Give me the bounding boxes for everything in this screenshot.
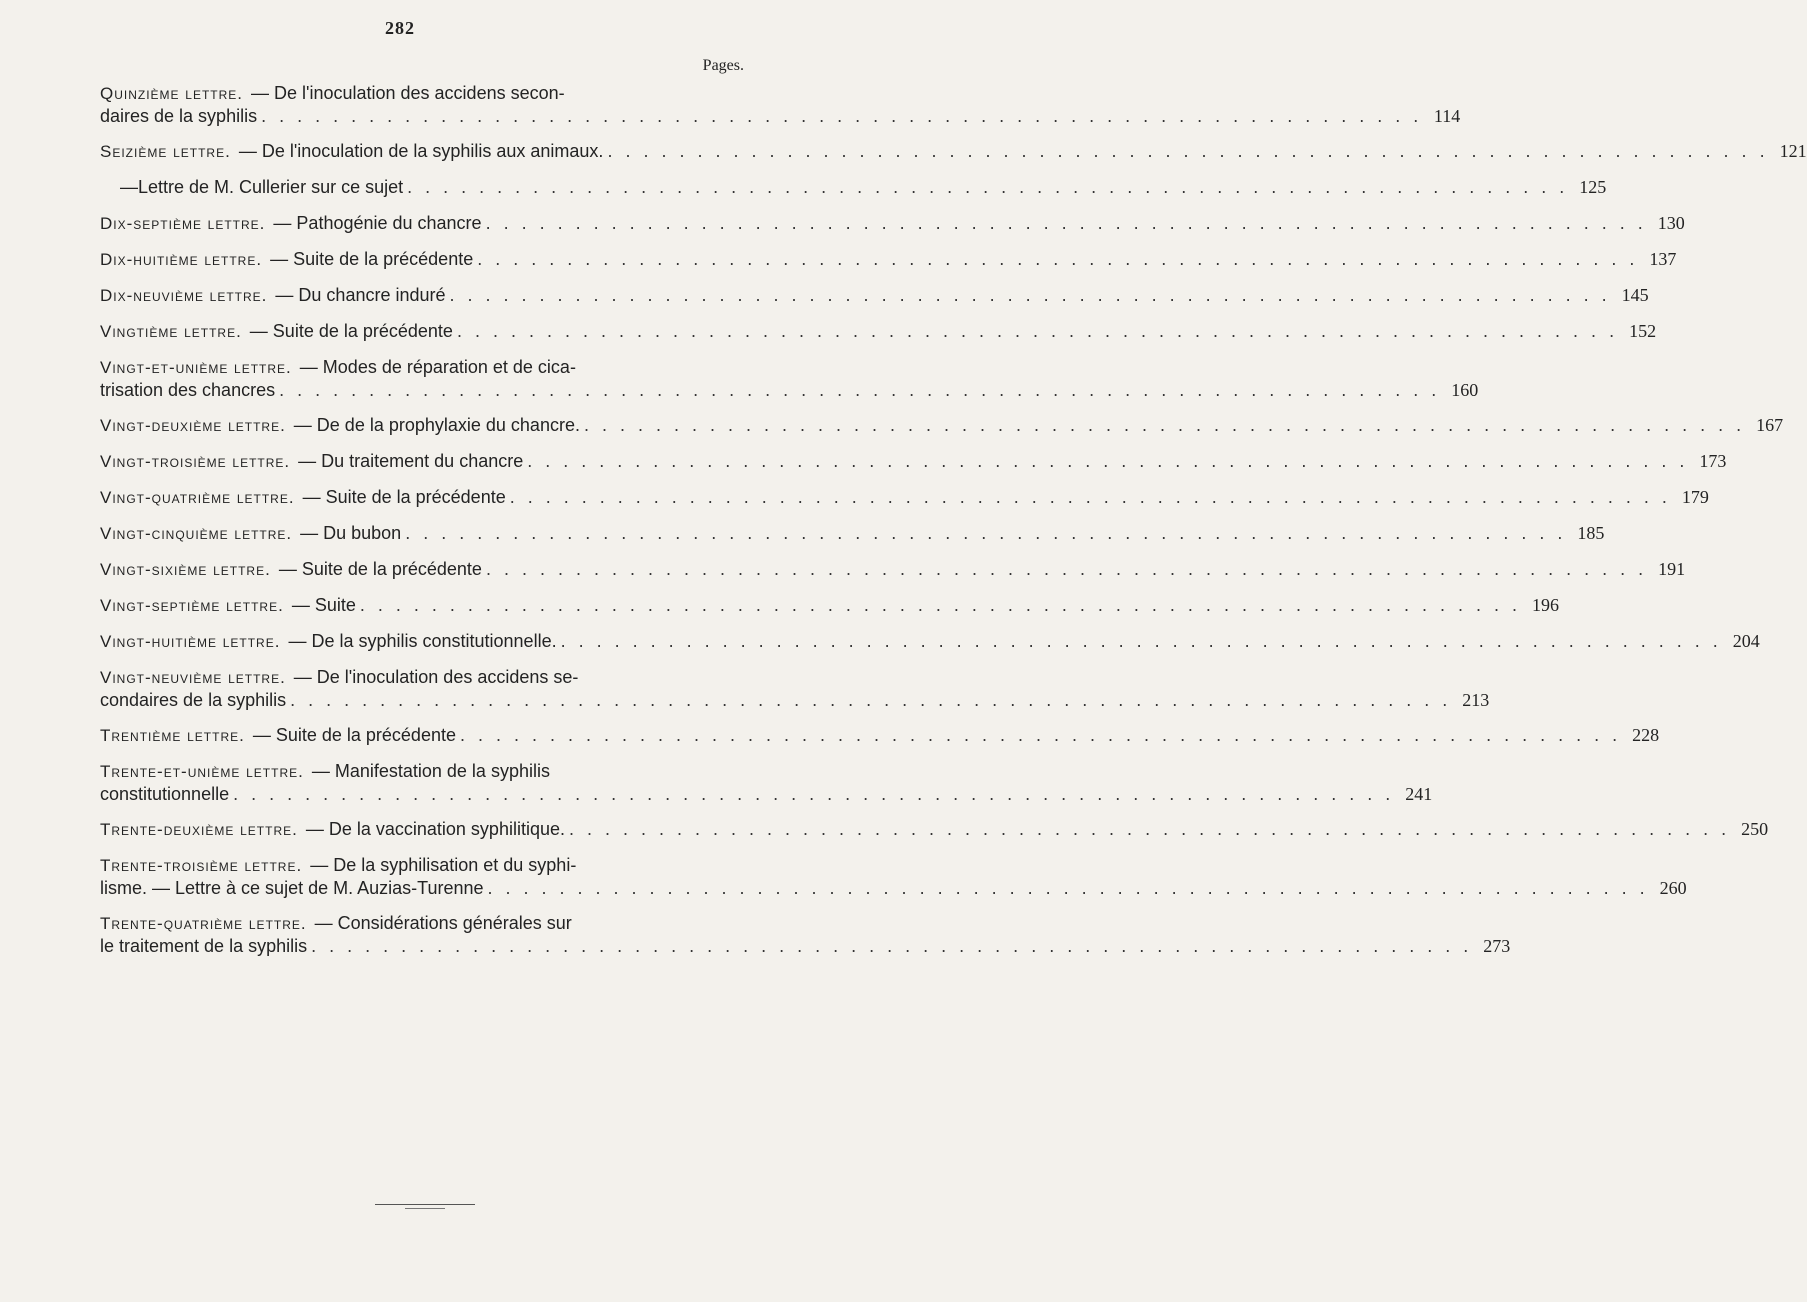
closing-rule: [375, 1204, 475, 1205]
page-ref: 196: [1531, 595, 1559, 615]
letter-heading: Vingt-et-unième lettre.: [100, 358, 292, 377]
entry-title: — De la vaccination syphilitique.: [305, 819, 565, 839]
page-ref: 185: [1577, 523, 1605, 543]
entry-title: Lettre de M. Cullerier sur ce sujet: [138, 177, 404, 197]
toc-entry: [100, 284, 1649, 307]
page-ref: 130: [1657, 213, 1685, 233]
toc-entry: [100, 630, 1760, 653]
letter-heading: Dix-neuvième lettre.: [100, 286, 268, 305]
dot-leader: [477, 248, 1638, 271]
dot-leader: [569, 818, 1730, 841]
toc-entry: [100, 356, 1479, 402]
page-ref: 160: [1451, 380, 1479, 400]
letter-heading: Dix-huitième lettre.: [100, 250, 263, 269]
entry-title: — Suite de la précédente: [249, 321, 453, 341]
entry-title: — Du chancre induré: [275, 285, 446, 305]
entry-title: — Suite: [291, 595, 356, 615]
dot-leader: [407, 176, 1568, 199]
page-ref: 167: [1756, 415, 1784, 435]
letter-heading: Vingt-sixième lettre.: [100, 560, 271, 579]
entry-title: — Suite de la précédente: [270, 249, 474, 269]
entry-title: — Pathogénie du chancre: [273, 213, 482, 233]
toc-entry: [100, 522, 1605, 545]
dot-leader: [450, 284, 1611, 307]
dot-leader: [460, 724, 1621, 747]
toc-entry: [100, 666, 1490, 712]
pages-column-label: Pages.: [702, 57, 744, 74]
table-of-contents: [100, 82, 1807, 970]
page-ref: 204: [1732, 631, 1760, 651]
dot-leader: [279, 379, 1440, 402]
page-ref: 114: [1433, 106, 1461, 126]
toc-entry: [100, 818, 1769, 841]
dot-leader: [233, 783, 1394, 806]
page-ref: 228: [1632, 725, 1660, 745]
letter-heading: Trente-deuxième lettre.: [100, 820, 298, 839]
page-ref: 125: [1579, 177, 1607, 197]
letter-heading: Vingt-neuvième lettre.: [100, 668, 286, 687]
entry-title: — Modes de réparation et de cica-: [299, 357, 576, 377]
toc-entry: [100, 450, 1727, 473]
entry-title: — Suite de la précédente: [252, 725, 456, 745]
toc-entry: [100, 912, 1511, 958]
page-ref: 173: [1699, 451, 1727, 471]
letter-heading: Trente-quatrième lettre.: [100, 914, 307, 933]
entry-title: — De la syphilisation et du syphi-: [310, 855, 577, 875]
toc-entry: [100, 82, 1461, 128]
letter-heading: Vingtième lettre.: [100, 322, 242, 341]
dot-leader: [527, 450, 1688, 473]
entry-title: — Manifestation de la syphilis: [311, 761, 550, 781]
page-ref: 213: [1462, 690, 1490, 710]
letter-heading: Vingt-septième lettre.: [100, 596, 284, 615]
entry-title-continued: condaires de la syphilis: [100, 690, 287, 710]
letter-heading: Seizième lettre.: [100, 142, 231, 161]
toc-entry: [100, 486, 1709, 509]
dot-leader: [311, 935, 1472, 958]
letter-heading: Trente-troisième lettre.: [100, 856, 303, 875]
page-ref: 191: [1658, 559, 1686, 579]
entry-title-continued: daires de la syphilis: [100, 106, 258, 126]
entry-title: — De de la prophylaxie du chancre.: [293, 415, 580, 435]
entry-title-continued: lisme. — Lettre à ce sujet de M. Auzias-Turenne: [100, 878, 484, 898]
letter-heading: Dix-septième lettre.: [100, 214, 266, 233]
dot-leader: [261, 105, 1422, 128]
dot-leader: [457, 320, 1618, 343]
toc-entry: [100, 176, 1607, 199]
page-ref: 260: [1659, 878, 1687, 898]
page-ref: 250: [1741, 819, 1769, 839]
page-ref: 121: [1779, 141, 1807, 161]
toc-entry: [100, 760, 1433, 806]
entry-title: — Considérations générales sur: [314, 913, 572, 933]
toc-entry: [100, 248, 1677, 271]
dot-leader: [607, 140, 1768, 163]
dot-leader: [405, 522, 1566, 545]
toc-entry: [100, 558, 1686, 581]
dot-leader: [486, 212, 1647, 235]
toc-entry: [100, 414, 1784, 437]
entry-title: — De l'inoculation des accidens se-: [293, 667, 579, 687]
page-ref: 137: [1649, 249, 1677, 269]
entry-title-continued: constitutionnelle: [100, 784, 230, 804]
page-ref: 145: [1621, 285, 1649, 305]
entry-title: — Suite de la précédente: [278, 559, 482, 579]
dot-leader: [360, 594, 1521, 617]
letter-heading: Vingt-troisième lettre.: [100, 452, 291, 471]
entry-title: — De la syphilis constitutionnelle.: [288, 631, 557, 651]
dot-leader: [510, 486, 1671, 509]
toc-entry: [100, 854, 1687, 900]
dot-leader: [290, 689, 1451, 712]
letter-heading: Vingt-huitième lettre.: [100, 632, 281, 651]
entry-title-continued: trisation des chancres: [100, 380, 276, 400]
entry-title: — Du bubon: [300, 523, 402, 543]
dot-leader: [561, 630, 1722, 653]
toc-entry: [100, 212, 1685, 235]
toc-entry: [100, 320, 1657, 343]
page-number: 282: [385, 18, 415, 38]
page-ref: 273: [1483, 936, 1511, 956]
page-ref: 152: [1629, 321, 1657, 341]
toc-entry: [100, 140, 1807, 163]
letter-heading: Trentième lettre.: [100, 726, 245, 745]
letter-heading: Vingt-cinquième lettre.: [100, 524, 293, 543]
toc-entry: [100, 594, 1559, 617]
entry-title: — De l'inoculation de la syphilis aux animaux.: [238, 141, 604, 161]
letter-heading: Vingt-quatrième lettre.: [100, 488, 295, 507]
entry-title: — De l'inoculation des accidens secon-: [251, 83, 565, 103]
page-ref: 179: [1681, 487, 1709, 507]
letter-heading: Trente-et-unième lettre.: [100, 762, 304, 781]
entry-title: — Suite de la précédente: [302, 487, 506, 507]
ditto-dash: —: [120, 177, 138, 197]
letter-heading: Vingt-deuxième lettre.: [100, 416, 286, 435]
toc-entry: [100, 724, 1660, 747]
entry-title-continued: le traitement de la syphilis: [100, 936, 308, 956]
entry-title: — Du traitement du chancre: [298, 451, 524, 471]
letter-heading: Quinzième lettre.: [100, 84, 244, 103]
page-ref: 241: [1405, 784, 1433, 804]
dot-leader: [584, 414, 1745, 437]
dot-leader: [488, 877, 1649, 900]
dot-leader: [486, 558, 1647, 581]
